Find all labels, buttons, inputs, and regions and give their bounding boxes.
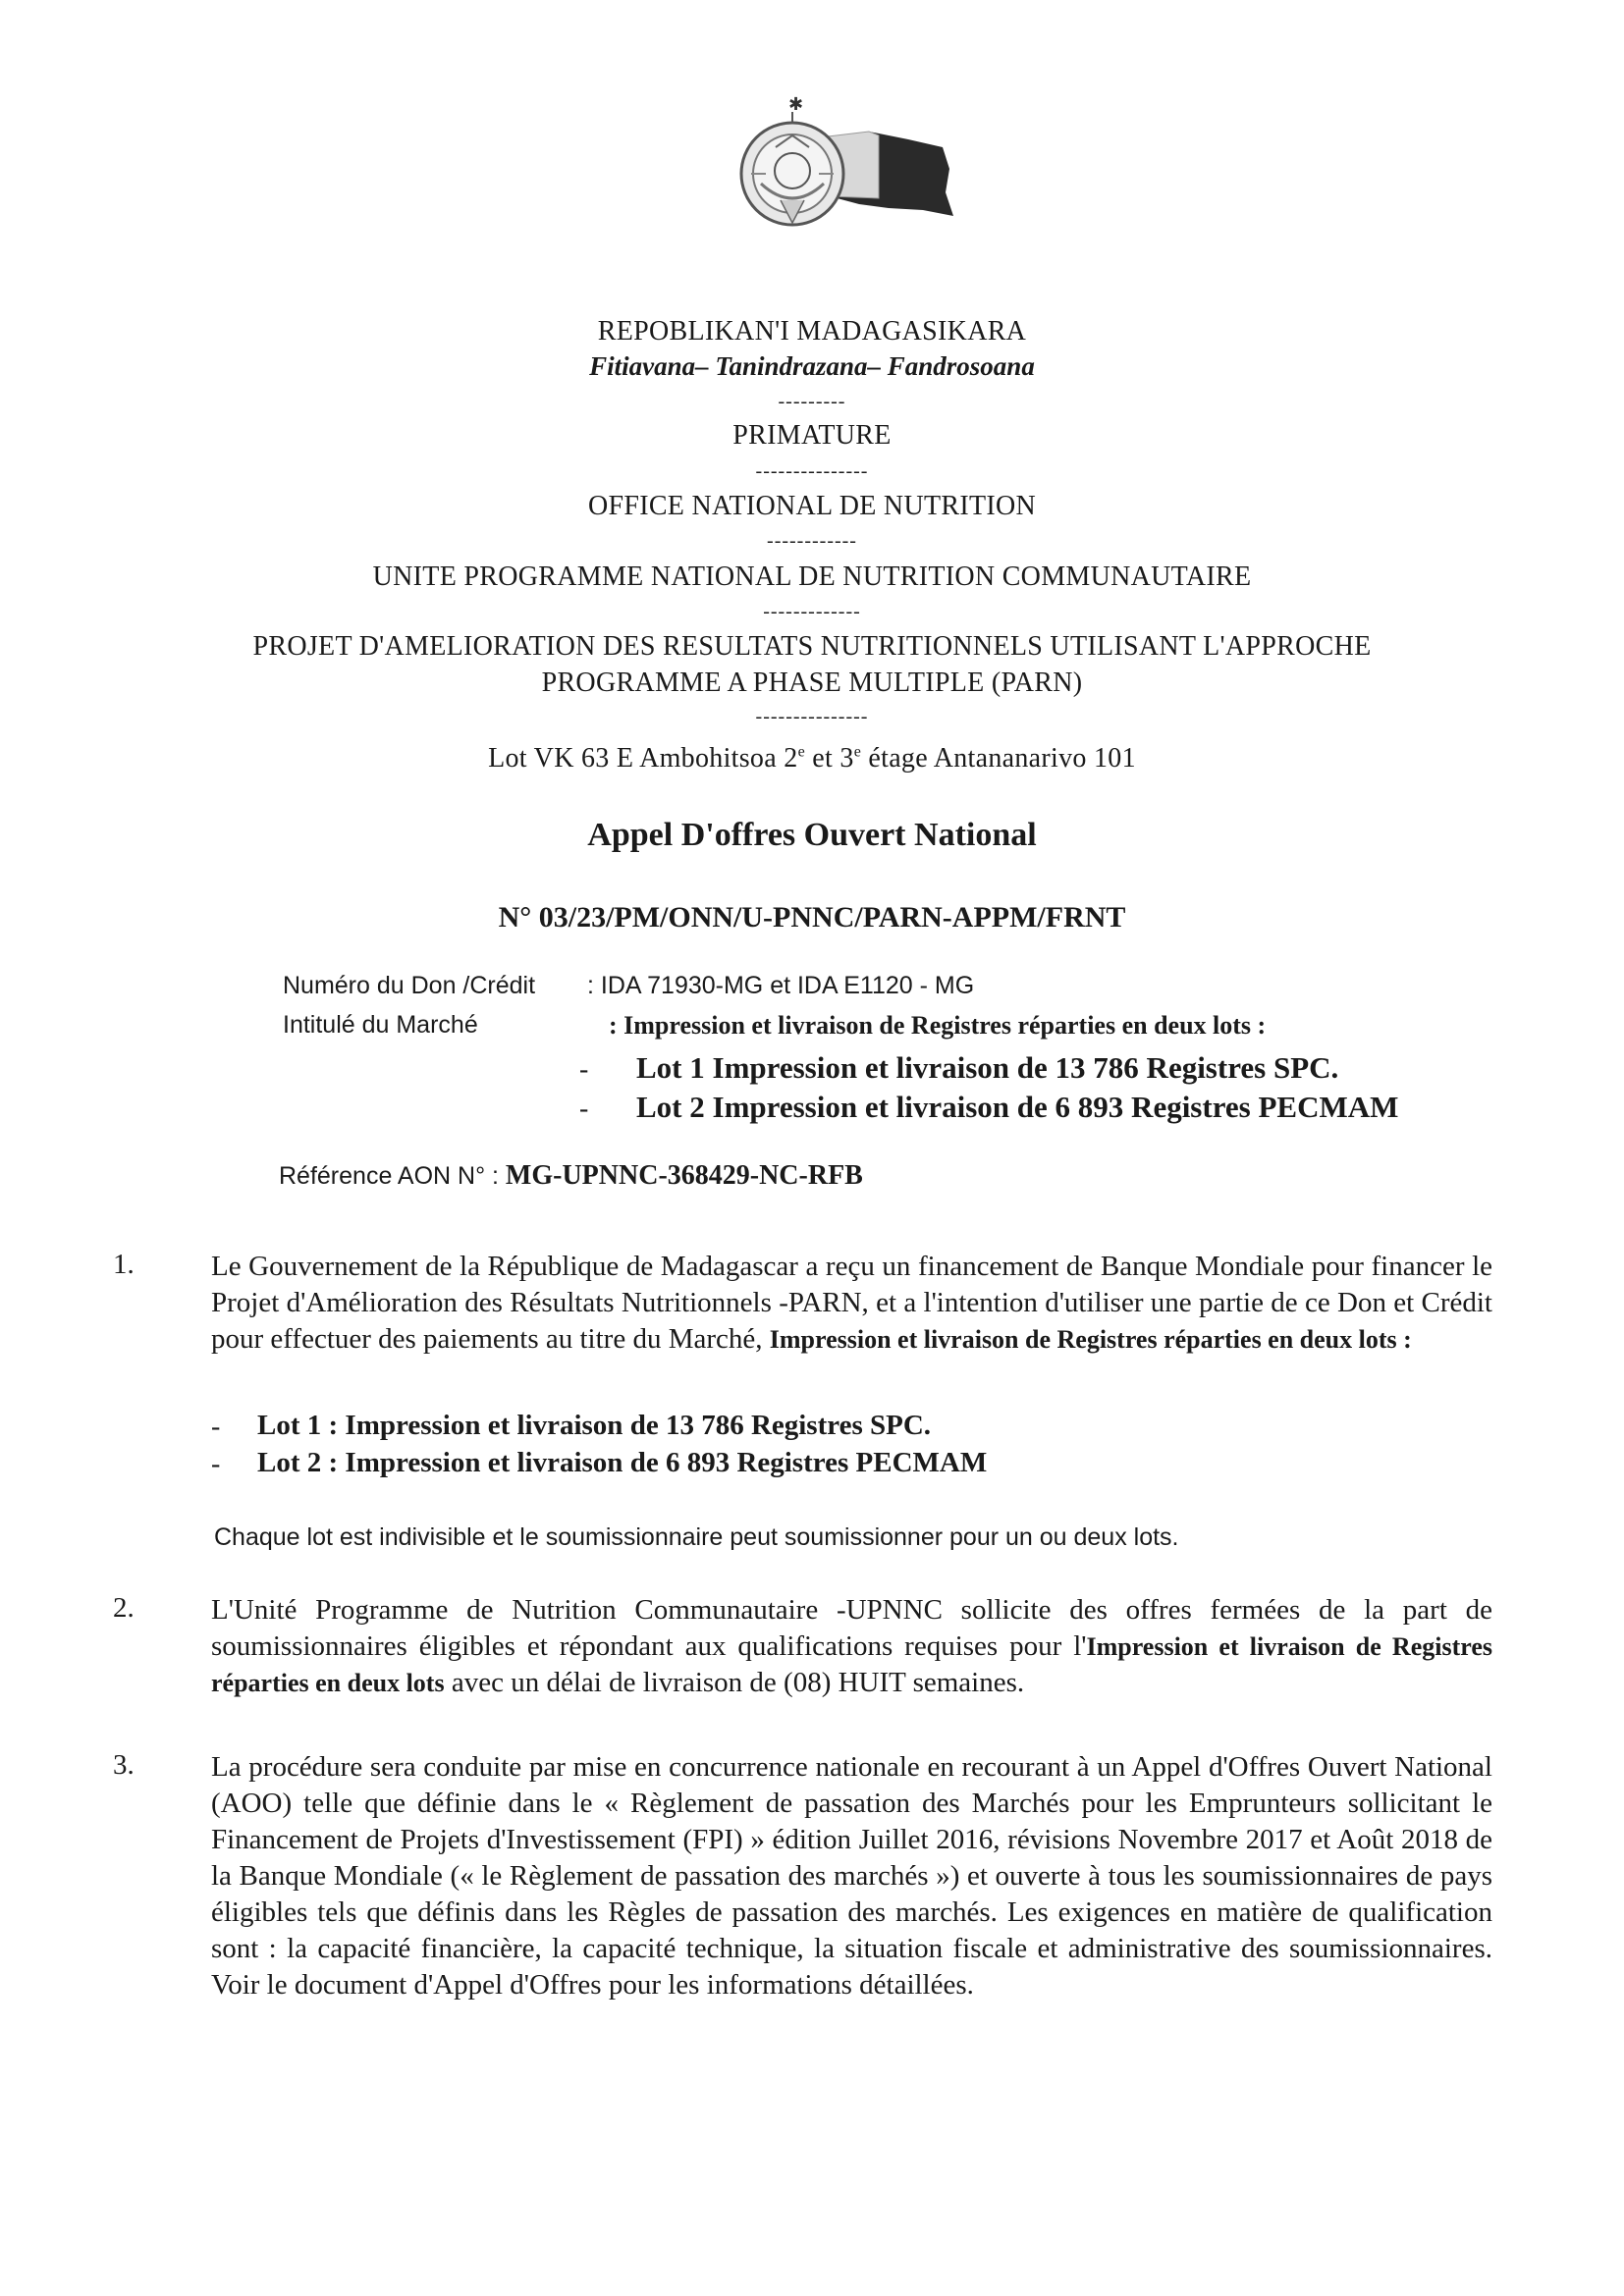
coat-of-arms-icon: [722, 90, 967, 238]
separator: ---------------: [755, 460, 869, 482]
paragraph-1-lot1: Lot 1 : Impression et livraison de 13 786 Registres SPC.: [257, 1410, 932, 1441]
paragraph-number: 1.: [113, 1249, 135, 1280]
market-value: : Impression et livraison de Registres réparties en deux lots :: [609, 1011, 1267, 1040]
paragraph-number: 3.: [113, 1749, 135, 1781]
ministry-heading: PRIMATURE: [732, 420, 892, 451]
paragraph-3: La procédure sera conduite par mise en concurrence nationale en recourant à un Appel d'Offres Ouvert National (AOO) telle que définie dans le « Règlement de passation des Marchés pour les Emprunteurs sollicitant le Financement de Projets d'Investissement (FPI) » édition Juillet 2016, révisions Novembre 2017 et Août 2018 de la Banque Mondiale (« le Règlement de passation des marchés ») et ouverte à tous les soumissionnaires de pays éligibles tels que définis dans les Règles de passation des marchés. Les exigences en matière de qualification sont : la capacité financière, la capacité technique, la situation fiscale et administrative des soumissionnaires. Voir le document d'Appel d'Offres pour les informations détaillées.: [211, 1751, 1492, 2001]
separator: ------------: [767, 530, 857, 552]
separator: ---------: [778, 391, 846, 412]
svg-text:✱: ✱: [788, 94, 804, 115]
meta-lot1: Lot 1 Impression et livraison de 13 786 Registres SPC.: [636, 1050, 1339, 1085]
bullet: -: [211, 1412, 221, 1442]
credit-value: : IDA 71930-MG et IDA E1120 - MG: [587, 972, 975, 999]
paragraph-1: Le Gouvernement de la République de Madagascar a reçu un financement de Banque Mondiale pour financer le Projet d'Amélioration des Résultats Nutritionnels -PARN, et a l'intention d'utiliser une partie de ce Don et Crédit pour effectuer des paiements au titre du Marché, Impression et livraison de Registres réparties en deux lots :: [211, 1251, 1492, 1355]
paragraph-1-lot2: Lot 2 : Impression et livraison de 6 893 Registres PECMAM: [257, 1447, 988, 1478]
aon-reference: Référence AON N° : MG-UPNNC-368429-NC-RFB: [279, 1160, 863, 1191]
bullet: -: [579, 1054, 589, 1085]
market-label: Intitulé du Marché: [283, 1011, 478, 1039]
document-title: Appel D'offres Ouvert National: [587, 817, 1037, 853]
reference-number: N° 03/23/PM/ONN/U-PNNC/PARN-APPM/FRNT: [498, 901, 1126, 934]
office-heading: OFFICE NATIONAL DE NUTRITION: [587, 491, 1037, 521]
bullet: -: [579, 1094, 589, 1124]
unit-heading: UNITE PROGRAMME NATIONAL DE NUTRITION COMMUNAUTAIRE: [372, 561, 1252, 592]
project-heading-line1: PROJET D'AMELIORATION DES RESULTATS NUTRITIONNELS UTILISANT L'APPROCHE: [252, 631, 1372, 662]
separator: -------------: [763, 601, 861, 622]
bullet: -: [211, 1449, 221, 1479]
project-heading-line2: PROGRAMME A PHASE MULTIPLE (PARN): [541, 667, 1083, 698]
credit-label: Numéro du Don /Crédit: [283, 972, 536, 999]
meta-lot2: Lot 2 Impression et livraison de 6 893 Registres PECMAM: [636, 1090, 1399, 1124]
address: Lot VK 63 E Ambohitsoa 2e et 3e étage Antananarivo 101: [488, 743, 1136, 774]
lot-note: Chaque lot est indivisible et le soumissionnaire peut soumissionner pour un ou deux lots.: [214, 1523, 1179, 1551]
paragraph-2: L'Unité Programme de Nutrition Communautaire -UPNNC sollicite des offres fermées de la part de soumissionnaires éligibles et répondant aux qualifications requises pour l'Impression et livraison de Registres réparties en deux lots avec un délai de livraison de (08) HUIT semaines.: [211, 1594, 1492, 1698]
republic-heading: REPOBLIKAN'I MADAGASIKARA: [597, 316, 1027, 347]
separator: ---------------: [755, 706, 869, 727]
national-motto: Fitiavana– Tanindrazana– Fandrosoana: [589, 351, 1035, 381]
paragraph-number: 2.: [113, 1592, 135, 1624]
